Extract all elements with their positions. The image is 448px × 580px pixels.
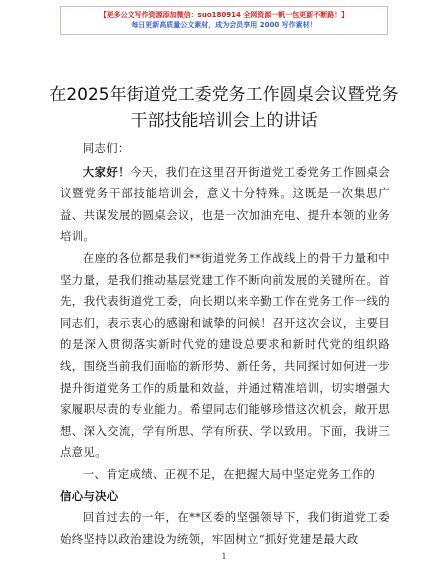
document-title-line2: 干部技能培训会上的讲话 [130, 111, 318, 131]
promo-banner-line1: 【更多公文写作资源添加微信：suo180914 全网资源一帆一包更新不断路！】 [99, 11, 349, 19]
greeting: 同志们： [82, 141, 130, 155]
paragraph-1-lead: 大家好！ [82, 164, 131, 179]
section-1-heading: 一、肯定成绩、正视不足，在把握大局中坚定党务工作的 [82, 466, 376, 481]
page-number: 1 [221, 552, 227, 561]
promo-banner-line2: 每日更新高质量公文素材，成为会员享用 2000 写作素材！ [131, 21, 317, 29]
document-body [60, 138, 390, 550]
document-title [0, 82, 448, 134]
section-1-heading-bold: 信心与决心 [60, 488, 119, 503]
paragraph-2: 在座的各位都是我们**街道党务工作战线上的骨干力量和中坚力量，是我们推动基层党建工作不断向前发展的关键所在。首先，我代表街道党工委，向长期以来辛勤工作在党务工作一线的同志们，表示衷心的感谢和诚挚的问候！召开这次会议，主要目的是深入贯彻落实新时代党的建设总要求和新时代党的组织路线，围绕当前我们面临的新形势、新任务，共同探讨如何进一步提升街道党务工作的质量和效益，并通过精准培训，切实增强大家履职尽责的专业能力。希望同志们能够珍惜这次机会，敞开思想、深入交流，学有所思、学有所获、学以致用。下面，我讲三点意见。 [60, 250, 390, 460]
paragraph-3: 回首过去的一年，在**区委的坚强领导下，我们街道党工委始终坚持以政治建设为统领，牢固树立“抓好党建是最大政 [60, 510, 390, 546]
document-title-line1: 在2025年街道党工委党务工作圆桌会议暨党务 [49, 85, 399, 105]
paragraph-1 [60, 162, 390, 248]
paragraph-1-text: 今天，我们在这里召开街道党工委党务工作圆桌会议暨党务干部技能培训会，意义十分特殊。这既是一次集思广益、共谋发展的圆桌会议，也是一次加油充电、提升本领的业务培训。 [60, 164, 390, 244]
promo-banner [60, 6, 388, 35]
